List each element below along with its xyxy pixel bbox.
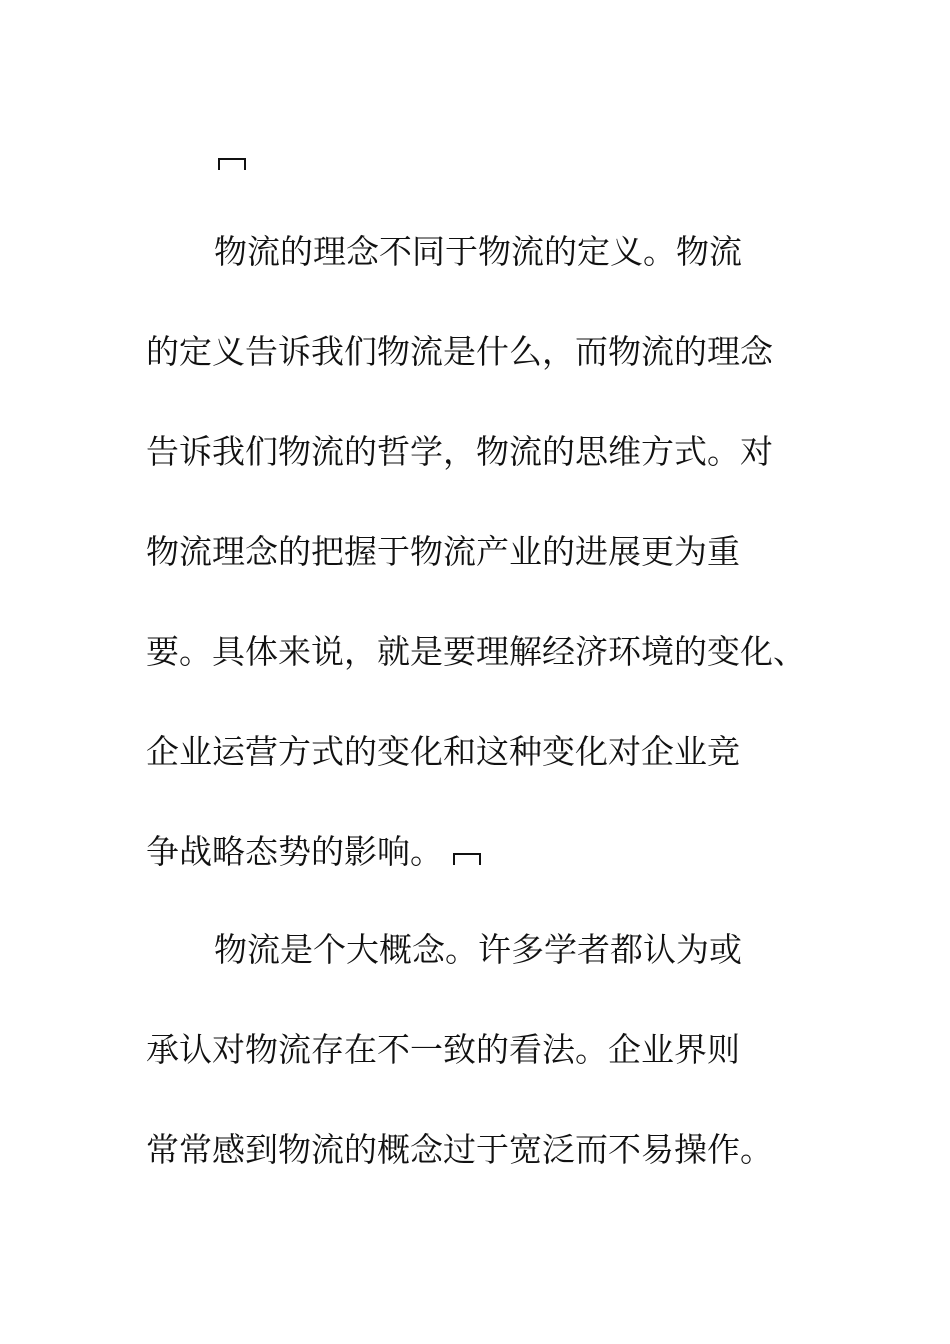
- text-line: 物流的理念不同于物流的定义。物流: [214, 232, 742, 271]
- text-span: 争战略态势的影响。: [146, 832, 443, 871]
- text-line-last: [146, 832, 481, 872]
- text-line: 常常感到物流的概念过于宽泛而不易操作。: [146, 1130, 773, 1169]
- text-line: 的定义告诉我们物流是什么，而物流的理念: [146, 332, 773, 371]
- text-line: 物流理念的把握于物流产业的进展更为重: [146, 532, 740, 571]
- text-line: 物流是个大概念。许多学者都认为或: [214, 930, 742, 969]
- text-line: 要。具体来说，就是要理解经济环境的变化、: [146, 632, 806, 671]
- text-line: 承认对物流存在不一致的看法。企业界则: [146, 1030, 740, 1069]
- section-marker: [453, 853, 481, 865]
- text-line: 企业运营方式的变化和这种变化对企业竞: [146, 732, 740, 771]
- text-line: 告诉我们物流的哲学，物流的思维方式。对: [146, 432, 773, 471]
- section-marker: [218, 158, 246, 170]
